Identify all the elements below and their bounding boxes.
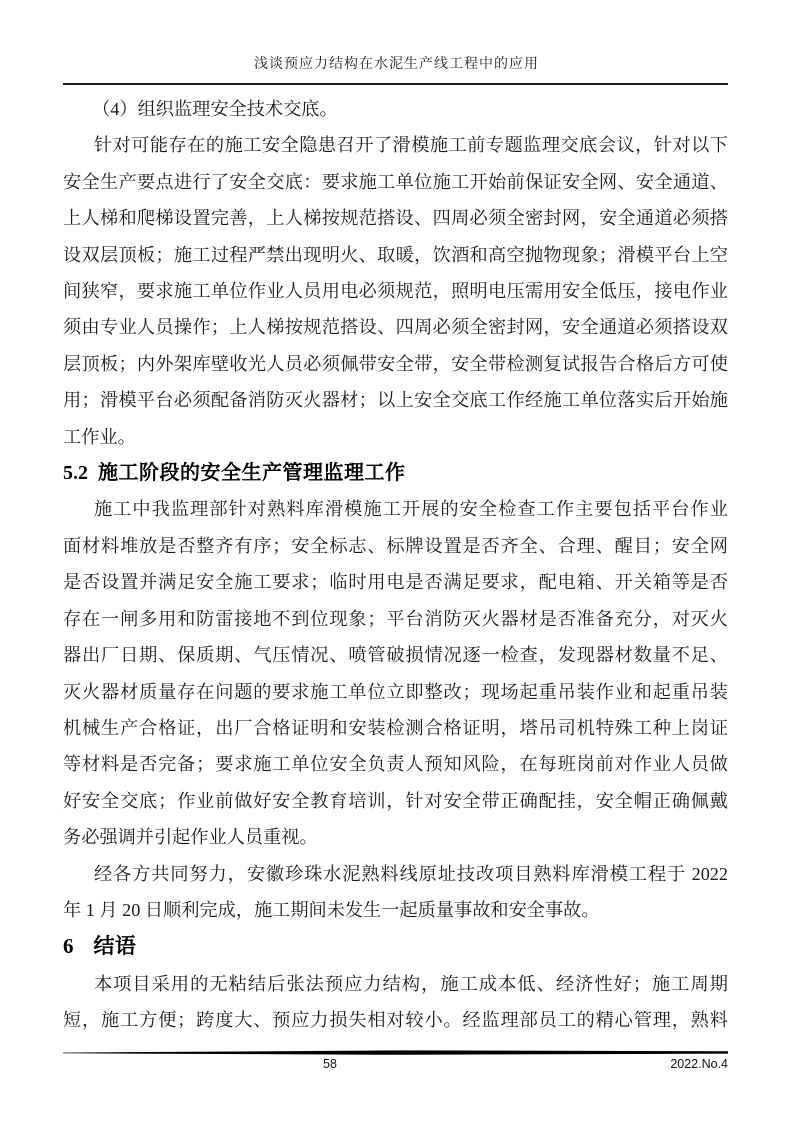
article-body — [63, 91, 728, 1039]
text-line: 灭火器材质量存在问题的要求施工单位立即整改；现场起重吊装作业和起重吊装 — [63, 681, 728, 702]
text-line: 针对可能存在的施工安全隐患召开了滑模施工前专题监理交底会议，针对以下 — [93, 135, 728, 156]
text-line: 器出厂日期、保质期、气压情况、喷管破损情况逐一检查，发现器材数量不足、 — [63, 645, 728, 666]
text-line: 经各方共同努力，安徽珍珠水泥熟料线原址技改项目熟料库滑模工程于 2022 — [93, 863, 728, 884]
text-line: 本项目采用的无粘结后张法预应力结构，施工成本低、经济性好；施工周期 — [93, 973, 728, 994]
section-title: 施工阶段的安全生产管理监理工作 — [98, 462, 406, 485]
text-line: 存在一闸多用和防雷接地不到位现象；平台消防灭火器材是否准备充分，对灭火 — [63, 608, 728, 629]
text-line: 等材料是否完备；要求施工单位安全负责人预知风险，在每班岗前对作业人员做 — [63, 754, 728, 775]
text-line: 短，施工方便；跨度大、预应力损失相对较小。经监理部员工的精心管理，熟料 — [63, 1010, 728, 1031]
list-item-4: （4）组织监理安全技术交底。 — [92, 99, 338, 119]
text-line: 设双层顶板；施工过程严禁出现明火、取暖，饮酒和高空抛物现象；滑模平台上空 — [63, 244, 728, 265]
paragraph-safety-briefing — [63, 127, 728, 455]
section-title: 结语 — [93, 935, 137, 959]
running-title: 浅谈预应力结构在水泥生产线工程中的应用 — [254, 57, 539, 72]
section-heading-6 — [63, 928, 728, 965]
text-line: 层顶板；内外架库壁收光人员必须佩带安全带，安全带检测复试报告合格后方可使 — [63, 353, 728, 374]
footer-rule — [63, 1050, 728, 1055]
text-line: 年 1 月 20 日顺利完成，施工期间未发生一起质量事故和安全事故。 — [63, 899, 600, 920]
text-line: 面材料堆放是否整齐有序；安全标志、标牌设置是否齐全、合理、醒目；安全网 — [63, 535, 728, 556]
text-line: 上人梯和爬梯设置完善，上人梯按规范搭设、四周必须全密封网，安全通道必须搭 — [63, 208, 728, 229]
text-line: 施工中我监理部针对熟料库滑模施工开展的安全检查工作主要包括平台作业 — [93, 499, 728, 520]
text-line: 工作业。 — [63, 426, 136, 447]
text-line: 机械生产合格证，出厂合格证明和安装检测合格证明，塔吊司机特殊工种上岗证 — [63, 717, 728, 738]
section-number: 5.2 — [63, 462, 88, 485]
page-number: 58 — [323, 1057, 337, 1071]
paragraph-safety-inspection — [63, 491, 728, 855]
text-line: 务必强调并引起作业人员重视。 — [63, 827, 318, 848]
text-line: 间狭窄，要求施工单位作业人员用电必须规范，照明电压需用安全低压，接电作业 — [63, 281, 728, 302]
text-line: 须由专业人员操作；上人梯按规范搭设、四周必须全密封网，安全通道必须搭设双 — [63, 317, 728, 338]
issue-label: 2022.No.4 — [670, 1057, 728, 1071]
text-line: 好安全交底；作业前做好安全教育培训，针对安全带正确配挂，安全帽正确佩戴 — [63, 790, 728, 811]
section-number: 6 — [63, 934, 74, 959]
text-line: 用；滑模平台必须配备消防灭火器材；以上安全交底工作经施工单位落实后开始施 — [63, 390, 728, 411]
text-line: 安全生产要点进行了安全交底：要求施工单位施工开始前保证安全网、安全通道、 — [63, 171, 728, 192]
header-rule — [63, 83, 728, 85]
paragraph-conclusion — [63, 966, 728, 1039]
text-line: 是否设置并满足安全施工要求；临时用电是否满足要求，配电箱、开关箱等是否 — [63, 572, 728, 593]
paragraph-project-completion — [63, 856, 728, 929]
section-heading-5-2 — [63, 455, 728, 491]
